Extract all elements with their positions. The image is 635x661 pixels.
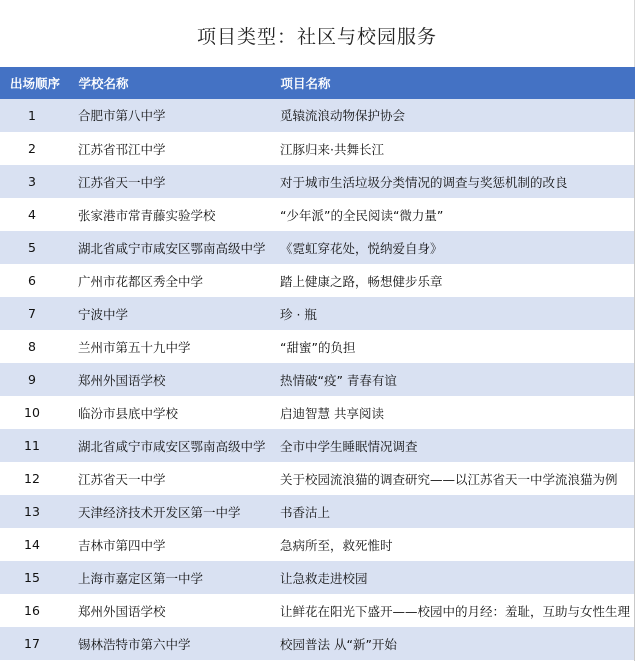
cell-order: 16	[0, 594, 72, 627]
cell-order: 10	[0, 396, 72, 429]
cell-school: 湖北省咸宁市咸安区鄂南高级中学	[72, 429, 274, 462]
cell-project: 急病所至，救死惟时	[274, 528, 635, 561]
cell-school: 江苏省天一中学	[72, 462, 274, 495]
cell-order: 4	[0, 198, 72, 231]
cell-project: 热情破“疫” 青春有谊	[274, 363, 635, 396]
project-table	[0, 67, 635, 661]
cell-order: 5	[0, 231, 72, 264]
cell-school: 郑州外国语学校	[72, 594, 274, 627]
cell-order: 2	[0, 132, 72, 165]
cell-order: 17	[0, 627, 72, 660]
table-row	[0, 429, 635, 462]
cell-school: 天津经济技术开发区第一中学	[72, 495, 274, 528]
cell-order: 1	[0, 99, 72, 132]
cell-school: 郑州外国语学校	[72, 363, 274, 396]
header-order: 出场顺序	[0, 67, 72, 99]
table-row	[0, 561, 635, 594]
cell-project: 对于城市生活垃圾分类情况的调查与奖惩机制的改良	[274, 165, 635, 198]
cell-order: 12	[0, 462, 72, 495]
cell-order: 15	[0, 561, 72, 594]
table-row	[0, 165, 635, 198]
cell-school: 江苏省邗江中学	[72, 132, 274, 165]
cell-project: 珍 · 瓶	[274, 297, 635, 330]
table-row	[0, 363, 635, 396]
cell-order: 7	[0, 297, 72, 330]
cell-project: 书香沽上	[274, 495, 635, 528]
cell-school: 临汾市县底中学校	[72, 396, 274, 429]
cell-project: “少年派”的全民阅读“微力量”	[274, 198, 635, 231]
cell-project: 让急救走进校园	[274, 561, 635, 594]
cell-project: 踏上健康之路，畅想健步乐章	[274, 264, 635, 297]
cell-school: 张家港市常青藤实验学校	[72, 198, 274, 231]
table-row	[0, 99, 635, 132]
table-row	[0, 462, 635, 495]
header-school: 学校名称	[72, 67, 274, 99]
header-project: 项目名称	[274, 67, 635, 99]
cell-school: 合肥市第八中学	[72, 99, 274, 132]
cell-school: 锡林浩特市第六中学	[72, 627, 274, 660]
cell-order: 3	[0, 165, 72, 198]
header-row	[0, 67, 635, 99]
cell-project: 关于校园流浪猫的调查研究——以江苏省天一中学流浪猫为例	[274, 462, 635, 495]
cell-order: 11	[0, 429, 72, 462]
page-title: 项目类型：社区与校园服务	[196, 26, 437, 48]
cell-order: 6	[0, 264, 72, 297]
cell-project: 全市中学生睡眠情况调查	[274, 429, 635, 462]
cell-school: 广州市花都区秀全中学	[72, 264, 274, 297]
cell-project: 《霓虹穿花处，悦纳爱自身》	[274, 231, 635, 264]
table-row	[0, 627, 635, 660]
table-row	[0, 264, 635, 297]
table-row	[0, 132, 635, 165]
table-row	[0, 231, 635, 264]
table-row	[0, 594, 635, 627]
cell-project: 校园普法 从“新”开始	[274, 627, 635, 660]
cell-school: 宁波中学	[72, 297, 274, 330]
cell-project: 觅辕流浪动物保护协会	[274, 99, 635, 132]
table-row	[0, 495, 635, 528]
cell-project: “甜蜜”的负担	[274, 330, 635, 363]
table-row	[0, 297, 635, 330]
cell-order: 14	[0, 528, 72, 561]
cell-order: 8	[0, 330, 72, 363]
cell-project: 让鲜花在阳光下盛开——校园中的月经：羞耻，互助与女性生理	[274, 594, 635, 627]
title-row	[0, 0, 635, 67]
table-row	[0, 198, 635, 231]
cell-order: 9	[0, 363, 72, 396]
cell-project: 启迪智慧 共享阅读	[274, 396, 635, 429]
cell-project: 江豚归来·共舞长江	[274, 132, 635, 165]
table-row	[0, 330, 635, 363]
cell-school: 湖北省咸宁市咸安区鄂南高级中学	[72, 231, 274, 264]
cell-school: 江苏省天一中学	[72, 165, 274, 198]
table-row	[0, 396, 635, 429]
cell-order: 13	[0, 495, 72, 528]
cell-school: 兰州市第五十九中学	[72, 330, 274, 363]
cell-school: 吉林市第四中学	[72, 528, 274, 561]
table-row	[0, 528, 635, 561]
cell-school: 上海市嘉定区第一中学	[72, 561, 274, 594]
